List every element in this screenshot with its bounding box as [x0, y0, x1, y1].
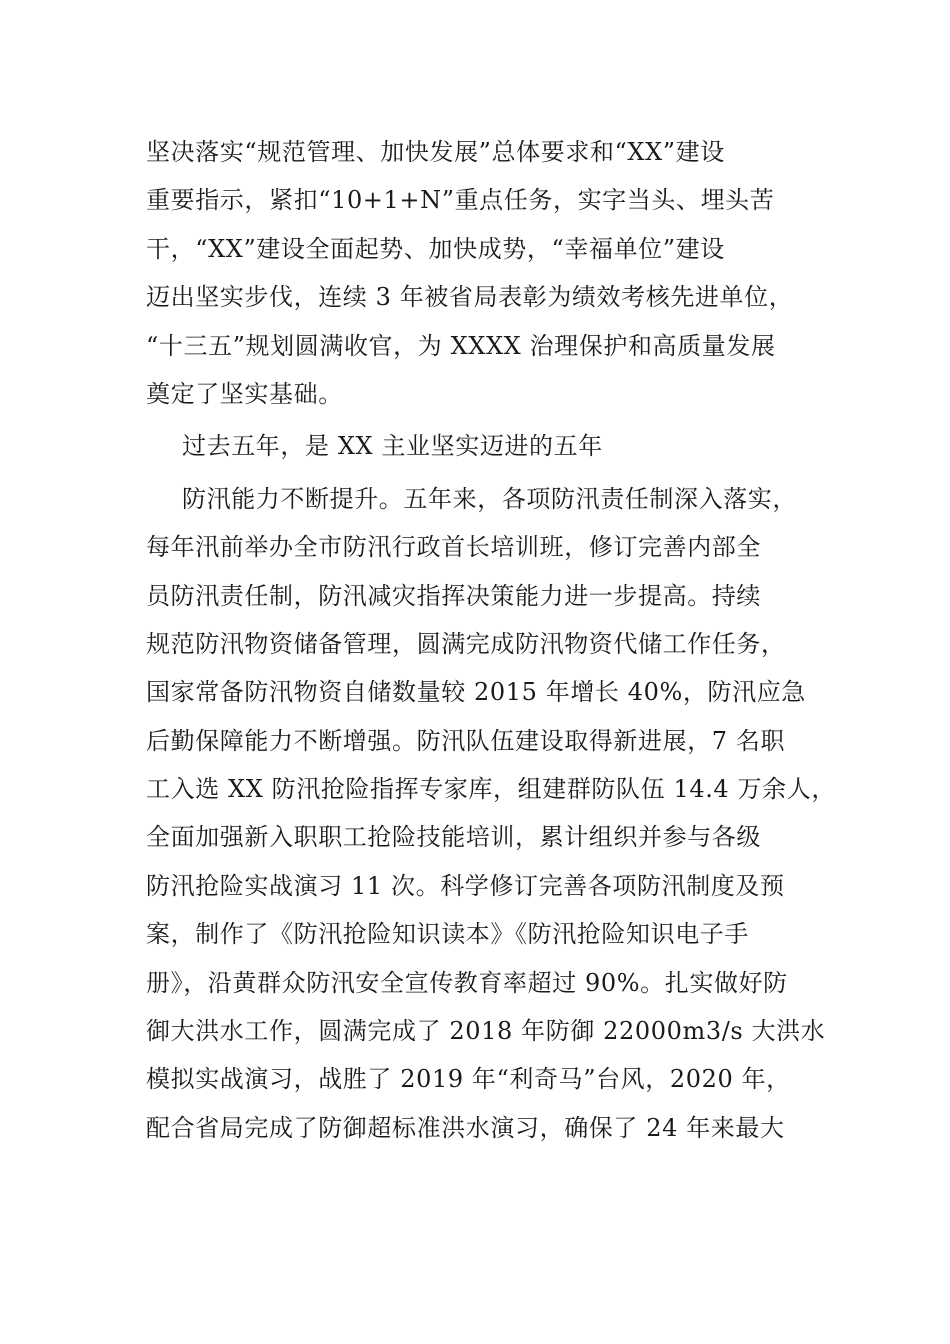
paragraph-3	[146, 475, 836, 1152]
text-line: “十三五”规划圆满收官，为 XXXX 治理保护和高质量发展	[146, 331, 776, 360]
text-line: 坚决落实“规范管理、加快发展”总体要求和“XX”建设	[146, 138, 725, 166]
text-line: 案，制作了《防汛抢险知识读本》《防汛抢险知识电子手	[146, 920, 749, 949]
text-line: 奠定了坚实基础。	[146, 379, 343, 408]
text-line: 后勤保障能力不断增强。防汛队伍建设取得新进展，7 名职	[146, 726, 786, 755]
text-line: 配合省局完成了防御超标准洪水演习，确保了 24 年来最大	[146, 1113, 785, 1142]
text-line: 国家常备防汛物资自储数量较 2015 年增长 40%，防汛应急	[146, 678, 806, 707]
text-line: 干，“XX”建设全面起势、加快成势，“幸福单位”建设	[146, 234, 725, 263]
text-line: 员防汛责任制，防汛减灾指挥决策能力进一步提高。持续	[146, 581, 761, 610]
text-line: 迈出坚实步伐，连续 3 年被省局表彰为绩效考核先进单位，	[146, 283, 794, 312]
paragraph-1	[146, 128, 806, 418]
text-line: 防汛抢险实战演习 11 次。科学修订完善各项防汛制度及预	[146, 871, 785, 900]
text-line: 册》，沿黄群众防汛安全宣传教育率超过 90%。扎实做好防	[146, 968, 788, 997]
text-line: 防汛能力不断提升。五年来，各项防汛责任制深入落实，	[182, 484, 797, 513]
section-heading	[146, 422, 806, 470]
section-heading-text: 过去五年，是 XX 主业坚实迈进的五年	[182, 432, 603, 461]
text-line: 工入选 XX 防汛抢险指挥专家库，组建群防队伍 14.4 万余人，	[146, 775, 836, 804]
document-body	[146, 128, 836, 1152]
text-line: 御大洪水工作，圆满完成了 2018 年防御 22000m3/s 大洪水	[146, 1017, 826, 1046]
text-line: 全面加强新入职职工抢险技能培训，累计组织并参与各级	[146, 823, 761, 852]
text-line: 规范防汛物资储备管理，圆满完成防汛物资代储工作任务，	[146, 629, 786, 658]
text-line: 模拟实战演习，战胜了 2019 年“利奇马”台风，2020 年，	[146, 1065, 791, 1094]
text-line: 每年汛前举办全市防汛行政首长培训班，修订完善内部全	[146, 533, 761, 562]
text-line: 重要指示，紧扣“10+1+N”重点任务，实字当头、埋头苦	[146, 186, 775, 215]
